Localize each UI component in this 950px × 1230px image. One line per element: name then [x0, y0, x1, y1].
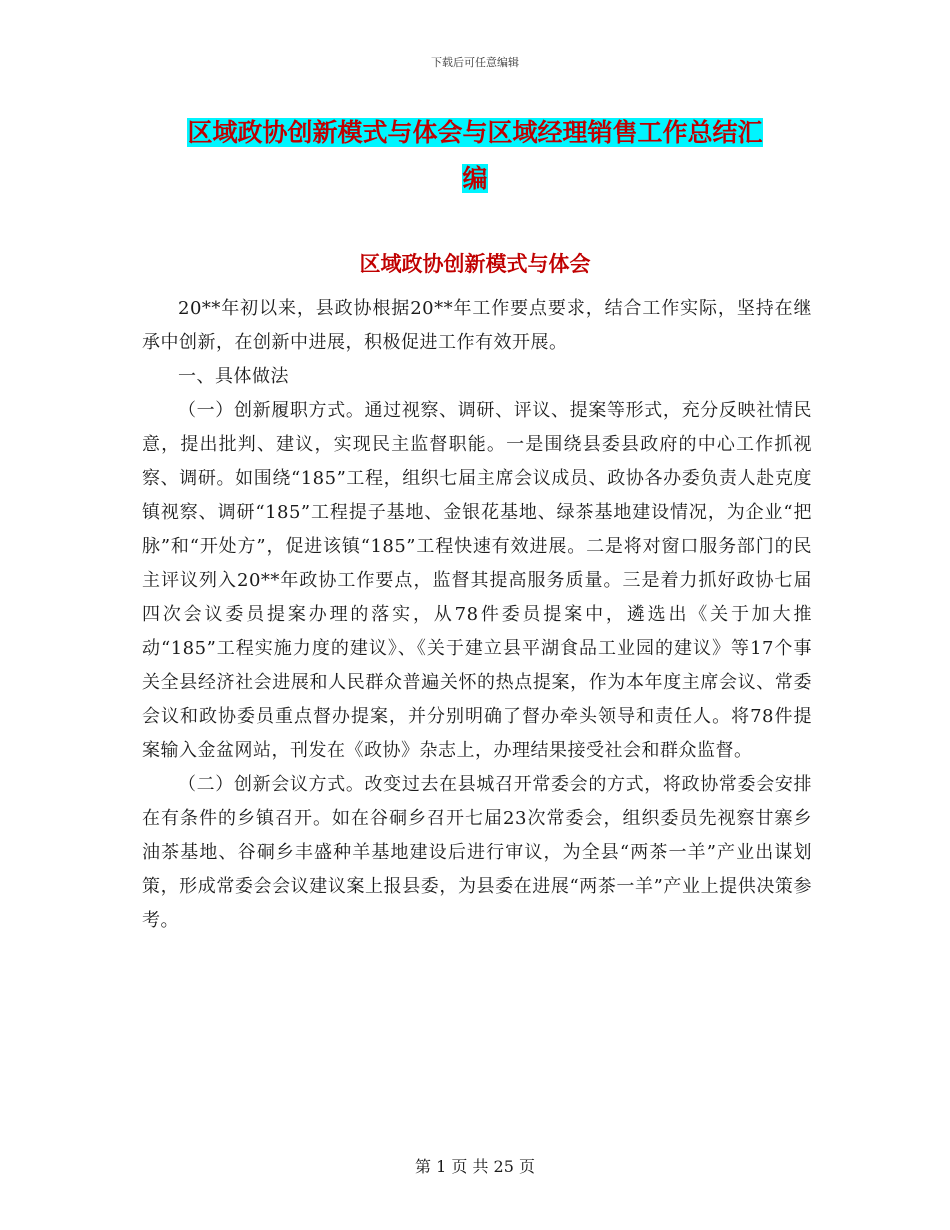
- page-footer: 第 1 页 共 25 页: [415, 1157, 535, 1176]
- document-title-line-2: 编: [462, 164, 488, 193]
- document-title-line-1: 区域政协创新模式与体会与区域经理销售工作总结汇: [187, 118, 763, 147]
- paragraph-intro: 20**年初以来，县政协根据20**年工作要点要求，结合工作实际，坚持在继承中创新，在创新中进展，积极促进工作有效开展。: [142, 298, 812, 353]
- body-text: [142, 292, 812, 938]
- header-note: 下载后可任意编辑: [431, 56, 519, 69]
- document-title: [140, 110, 810, 202]
- paragraph-1: （一）创新履职方式。通过视察、调研、评议、提案等形式，充分反映社情民意，提出批判、建议，实现民主监督职能。一是围绕县委县政府的中心工作抓视察、调研。如围绕“185”工程，组织七届主席会议成员、政协各办委负责人赴克度镇视察、调研“185”工程提子基地、金银花基地、绿茶基地建设情况，为企业“把脉”和“开处方”，促进该镇“185”工程快速有效进展。二是将对窗口服务部门的民主评议列入20**年政协工作要点，监督其提高服务质量。三是着力抓好政协七届四次会议委员提案办理的落实，从78件委员提案中，遴选出《关于加大推动“185”工程实施力度的建议》、《关于建立县平湖食品工业园的建议》等17个事关全县经济社会进展和人民群众普遍关怀的热点提案，作为本年度主席会议、常委会议和政协委员重点督办提案，并分别明确了督办牵头领导和责任人。将78件提案输入金盆网站，刊发在《政协》杂志上，办理结果接受社会和群众监督。: [142, 400, 812, 761]
- section-title: 区域政协创新模式与体会: [359, 252, 591, 276]
- paragraph-heading: 一、具体做法: [178, 366, 289, 387]
- paragraph-2: （二）创新会议方式。改变过去在县城召开常委会的方式，将政协常委会安排在有条件的乡镇召开。如在谷硐乡召开七届23次常委会，组织委员先视察甘寨乡油茶基地、谷硐乡丰盛种羊基地建设后进行审议，为全县“两茶一羊”产业出谋划策，形成常委会会议建议案上报县委，为县委在进展“两茶一羊”产业上提供决策参考。: [142, 774, 812, 931]
